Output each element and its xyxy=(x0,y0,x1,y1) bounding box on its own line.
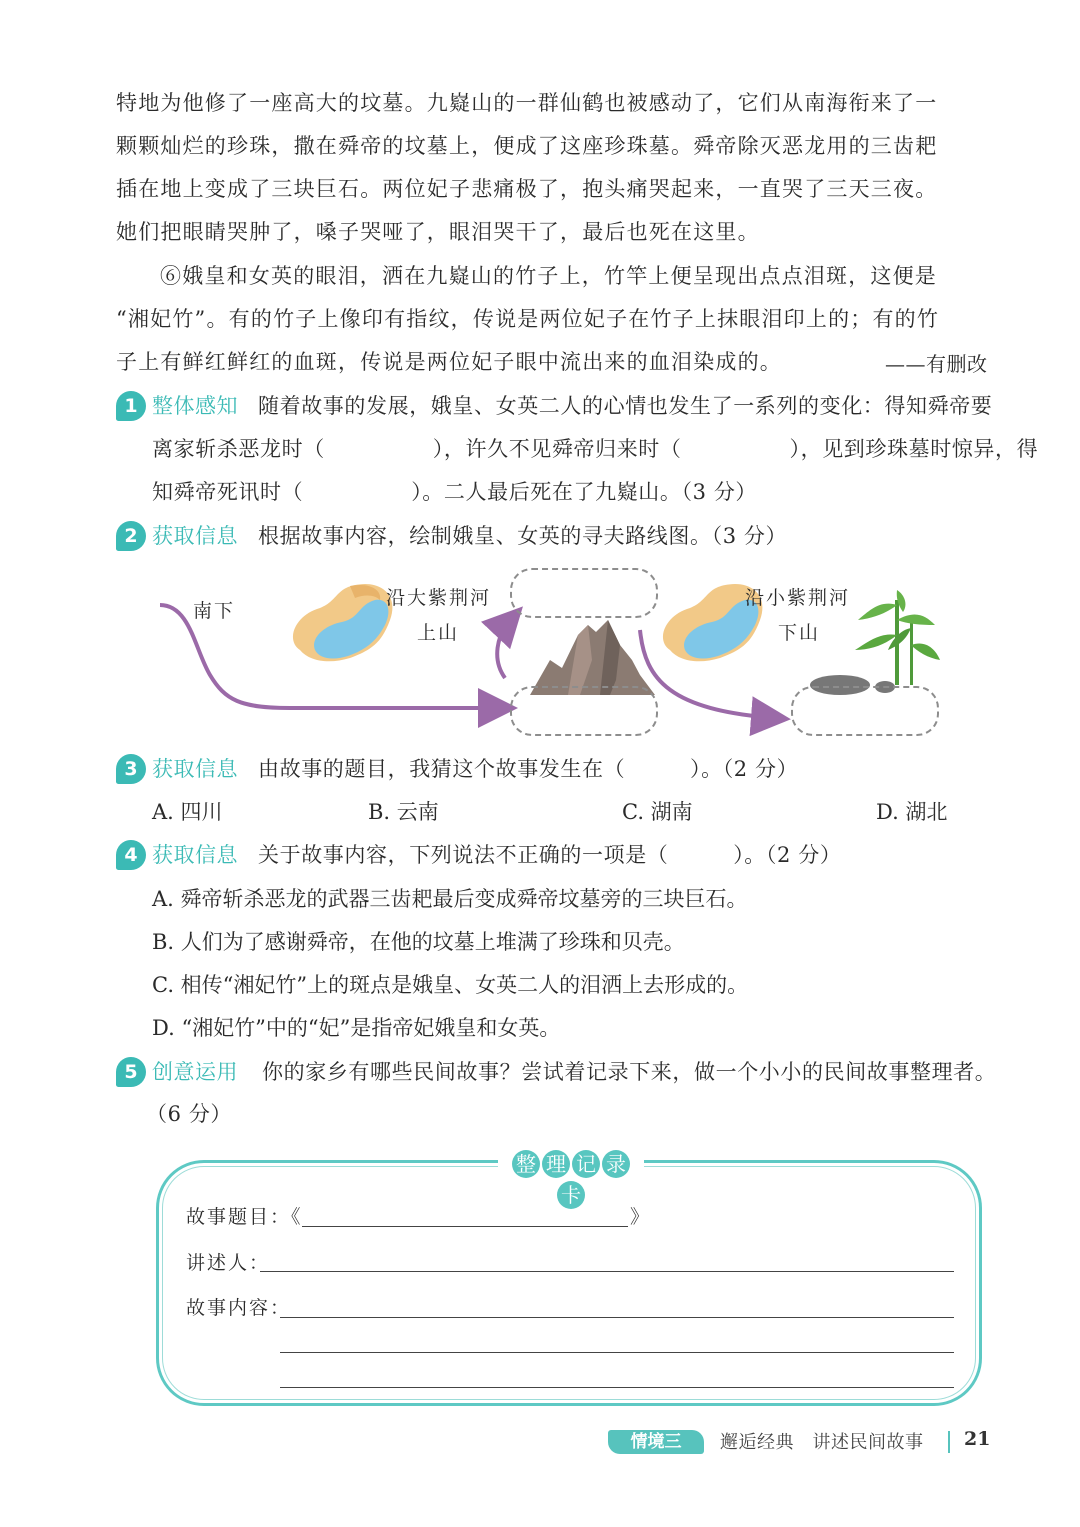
label-river2: 沿小紫荆河 xyxy=(745,587,851,609)
option-d[interactable]: D. 湖北 xyxy=(876,800,948,824)
story-title-label: 故事题目：《 xyxy=(186,1206,303,1228)
question-number-badge: 3 xyxy=(116,754,146,784)
content-field-line[interactable] xyxy=(280,1352,954,1353)
question-number-badge: 2 xyxy=(116,521,146,551)
question-5-points: （6 分） xyxy=(146,1102,233,1126)
mountain-illustration xyxy=(530,620,655,695)
question-text: 根据故事内容，绘制娥皇、女英的寻夫路线图。（3 分） xyxy=(258,524,788,548)
title-char: 卡 xyxy=(557,1181,585,1209)
option-b[interactable]: B. 人们为了感谢舜帝，在他的坟墓上堆满了珍珠和贝壳。 xyxy=(152,930,685,954)
title-char: 记 xyxy=(572,1150,600,1178)
passage-line: 她们把眼睛哭肿了，嗓子哭哑了，眼泪哭干了，最后也死在这里。 xyxy=(116,220,760,244)
passage-line: 特地为他修了一座高大的坟墓。九嶷山的一群仙鹤也被感动了，它们从南海衔来了一 xyxy=(116,91,938,115)
question-number-badge: 1 xyxy=(116,391,146,421)
question-number-badge: 5 xyxy=(116,1057,146,1087)
question-1 xyxy=(116,389,993,423)
option-a[interactable]: A. 四川 xyxy=(152,800,223,824)
river-illustration xyxy=(293,584,392,661)
question-2 xyxy=(116,519,990,553)
story-title-field[interactable] xyxy=(302,1226,628,1227)
question-number-badge: 4 xyxy=(116,840,146,870)
content-field-line[interactable] xyxy=(280,1317,954,1318)
label-down: 下山 xyxy=(778,622,821,644)
option-b[interactable]: B. 云南 xyxy=(368,800,439,824)
question-1-line2[interactable]: 离家斩杀恶龙时（ ），许久不见舜帝归来时（ ），见到珍珠墓时惊异，得 xyxy=(152,437,1039,461)
story-title-close: 》 xyxy=(630,1206,652,1228)
narrator-label: 讲述人： xyxy=(186,1252,271,1274)
content-label: 故事内容： xyxy=(186,1297,292,1319)
footer-section-title: 邂逅经典 讲述民间故事 xyxy=(720,1432,924,1453)
question-text: 关于故事内容，下列说法不正确的一项是（ ）。（2 分） xyxy=(258,843,842,867)
question-category: 获取信息 xyxy=(152,757,238,781)
passage-line: “湘妃竹”。有的竹子上像印有指纹，传说是两位妃子在竹子上抹眼泪印上的；有的竹 xyxy=(116,307,940,331)
option-c[interactable]: C. 湖南 xyxy=(622,800,693,824)
label-south: 南下 xyxy=(193,600,236,622)
question-4 xyxy=(116,838,990,872)
label-up: 上山 xyxy=(417,622,460,644)
passage-line: 插在地上变成了三块巨石。两位妃子悲痛极了，抱头痛哭起来，一直哭了三天三夜。 xyxy=(116,177,938,201)
route-path-up xyxy=(497,618,512,678)
passage-line: 子上有鲜红鲜红的血斑，传说是两位妃子眼中流出来的血泪染成的。 xyxy=(116,350,782,374)
question-category: 获取信息 xyxy=(152,524,238,548)
title-char: 录 xyxy=(602,1150,630,1178)
option-d[interactable]: D. “湘妃竹”中的“妃”是指帝妃娥皇和女英。 xyxy=(152,1016,561,1040)
record-card-title xyxy=(498,1147,644,1207)
page-number: 21 xyxy=(964,1428,991,1450)
answer-box-1[interactable] xyxy=(510,568,658,618)
question-text: 随着故事的发展，娥皇、女英二人的心情也发生了一系列的变化：得知舜帝要 xyxy=(258,394,993,418)
question-text: 你的家乡有哪些民间故事？尝试着记录下来，做一个小小的民间故事整理者。 xyxy=(262,1060,997,1084)
question-1-line3[interactable]: 知舜帝死讯时（ ）。二人最后死在了九嶷山。（3 分） xyxy=(152,480,758,504)
title-char: 整 xyxy=(512,1150,540,1178)
footer-divider xyxy=(948,1431,950,1453)
answer-box-3[interactable] xyxy=(791,686,939,736)
footer-section-tag: 情境三 xyxy=(608,1430,704,1454)
title-char: 理 xyxy=(542,1150,570,1178)
passage-line: 颗颗灿烂的珍珠，撒在舜帝的坟墓上，便成了这座珍珠墓。舜帝除灭恶龙用的三齿耙 xyxy=(116,134,938,158)
question-category: 整体感知 xyxy=(152,394,238,418)
question-text: 由故事的题目，我猜这个故事发生在（ ）。（2 分） xyxy=(258,757,799,781)
option-a[interactable]: A. 舜帝斩杀恶龙的武器三齿耙最后变成舜帝坟墓旁的三块巨石。 xyxy=(152,887,748,911)
question-category: 获取信息 xyxy=(152,843,238,867)
question-3 xyxy=(116,752,990,786)
passage-line: ⑥娥皇和女英的眼泪，洒在九嶷山的竹子上，竹竿上便呈现出点点泪斑，这便是 xyxy=(160,264,937,288)
narrator-field[interactable] xyxy=(260,1271,954,1272)
content-field-line[interactable] xyxy=(280,1387,954,1388)
option-c[interactable]: C. 相传“湘妃竹”上的斑点是娥皇、女英二人的泪洒上去形成的。 xyxy=(152,973,749,997)
question-category: 创意运用 xyxy=(152,1060,238,1084)
question-5 xyxy=(116,1055,997,1089)
answer-box-2[interactable] xyxy=(510,686,658,736)
source-note: ——有删改 xyxy=(885,352,988,376)
label-river1: 沿大紫荆河 xyxy=(386,587,492,609)
